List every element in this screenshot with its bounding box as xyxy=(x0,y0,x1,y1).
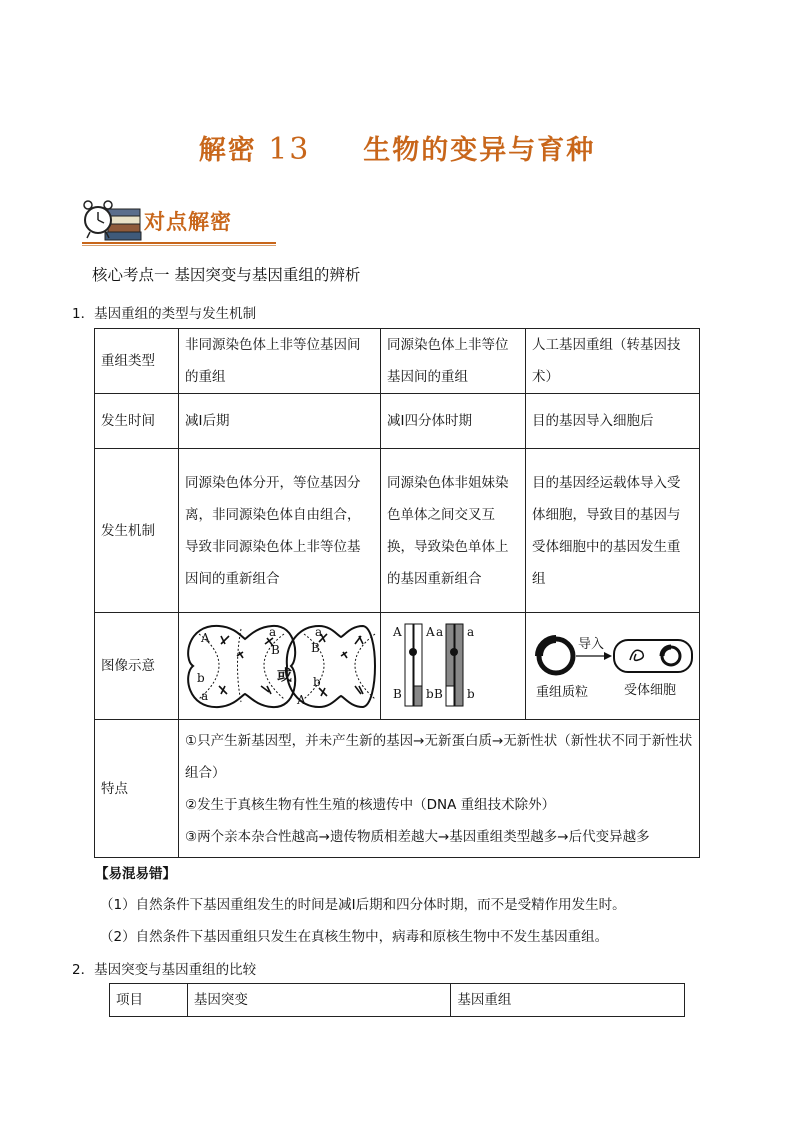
table-cell xyxy=(525,613,699,720)
table-row xyxy=(95,449,700,613)
diagram-or-text: 或 xyxy=(277,665,293,684)
table-header: 项目 xyxy=(110,984,188,1017)
gene-label: b xyxy=(426,686,434,701)
table-cell: 目的基因导入细胞后 xyxy=(525,394,699,449)
page-title xyxy=(0,128,794,167)
gene-label: B xyxy=(393,686,402,701)
row-label: 重组类型 xyxy=(95,329,179,394)
gene-label: a xyxy=(269,624,277,639)
gene-label: b xyxy=(197,670,205,685)
note-item: （2）自然条件下基因重组只发生在真核生物中，病毒和原核生物中不发生基因重组。 xyxy=(100,929,609,945)
alarm-clock-books-icon xyxy=(82,198,144,242)
table-cell xyxy=(381,613,526,720)
table-cell: 同源染色体上非等位基因间的重组 xyxy=(381,329,526,394)
gene-label: A xyxy=(297,692,306,707)
table-cell: 人工基因重组（转基因技术） xyxy=(525,329,699,394)
table-cell xyxy=(179,613,381,720)
table-row xyxy=(110,984,685,1017)
gene-label: a xyxy=(467,624,475,639)
table-row xyxy=(95,394,700,449)
gene-label: A xyxy=(201,630,210,645)
table-row xyxy=(95,720,700,858)
table-row xyxy=(95,613,700,720)
table-cell: 目的基因经运载体导入受体细胞，导致目的基因与受体细胞中的基因发生重组 xyxy=(525,449,699,613)
table-cell: 同源染色体分开，等位基因分离，非同源染色体自由组合，导致非同源染色体上非等位基因间的重新组合 xyxy=(179,449,381,613)
title-prefix: 解密 xyxy=(198,135,257,166)
table-cell: 减Ⅰ后期 xyxy=(179,394,381,449)
plasmid-label: 重组质粒 xyxy=(535,684,588,700)
heading-1: 1．基因重组的类型与发生机制 xyxy=(72,306,257,322)
gene-label: b xyxy=(313,674,321,689)
heading-2: 2．基因突变与基因重组的比较 xyxy=(72,962,257,978)
section-heading xyxy=(82,198,278,248)
title-subject: 生物的变异与育种 xyxy=(363,135,596,166)
import-label: 导入 xyxy=(577,636,604,652)
features-cell xyxy=(179,720,700,858)
table-cell: 非同源染色体上非等位基因间的重组 xyxy=(179,329,381,394)
table-header: 基因重组 xyxy=(451,984,685,1017)
recombination-table xyxy=(94,328,700,858)
table-row xyxy=(95,329,700,394)
independent-assortment-diagram xyxy=(179,614,379,719)
row-label: 特点 xyxy=(95,720,179,858)
gene-label: B xyxy=(311,640,320,655)
title-number: 13 xyxy=(268,132,311,167)
crossing-over-diagram xyxy=(381,614,524,719)
row-label: 发生机制 xyxy=(95,449,179,613)
gene-label: a xyxy=(315,624,323,639)
feature-item: ①只产生新基因型，并未产生新的基因→无新蛋白质→无新性状（新性状不同于新性状组合） xyxy=(185,732,693,781)
recipient-label: 受体细胞 xyxy=(623,682,676,698)
table-header: 基因突变 xyxy=(187,984,451,1017)
gene-label: A xyxy=(426,624,435,639)
section-heading-text: 对点解密 xyxy=(144,210,232,234)
gene-label: b xyxy=(467,686,475,701)
key-point-title: 核心考点一 基因突变与基因重组的辨析 xyxy=(92,266,361,284)
row-label: 图像示意 xyxy=(95,613,179,720)
row-label: 发生时间 xyxy=(95,394,179,449)
table-cell: 减Ⅰ四分体时期 xyxy=(381,394,526,449)
gene-label: a xyxy=(436,624,444,639)
recombinant-plasmid-diagram xyxy=(526,614,698,719)
comparison-table xyxy=(109,983,685,1017)
gene-label: a xyxy=(201,688,209,703)
confusion-heading: 【易混易错】 xyxy=(95,866,176,882)
feature-item: ②发生于真核生物有性生殖的核遗传中（DNA 重组技术除外） xyxy=(185,796,556,813)
note-item: （1）自然条件下基因重组发生的时间是减Ⅰ后期和四分体时期，而不是受精作用发生时。 xyxy=(100,897,626,913)
feature-item: ③两个亲本杂合性越高→遗传物质相差越大→基因重组类型越多→后代变异越多 xyxy=(185,828,650,845)
gene-label: A xyxy=(393,624,402,639)
gene-label: B xyxy=(434,686,443,701)
table-cell: 同源染色体非姐妹染色单体之间交叉互换，导致染色单体上的基因重新组合 xyxy=(381,449,526,613)
gene-label: B xyxy=(271,642,280,657)
